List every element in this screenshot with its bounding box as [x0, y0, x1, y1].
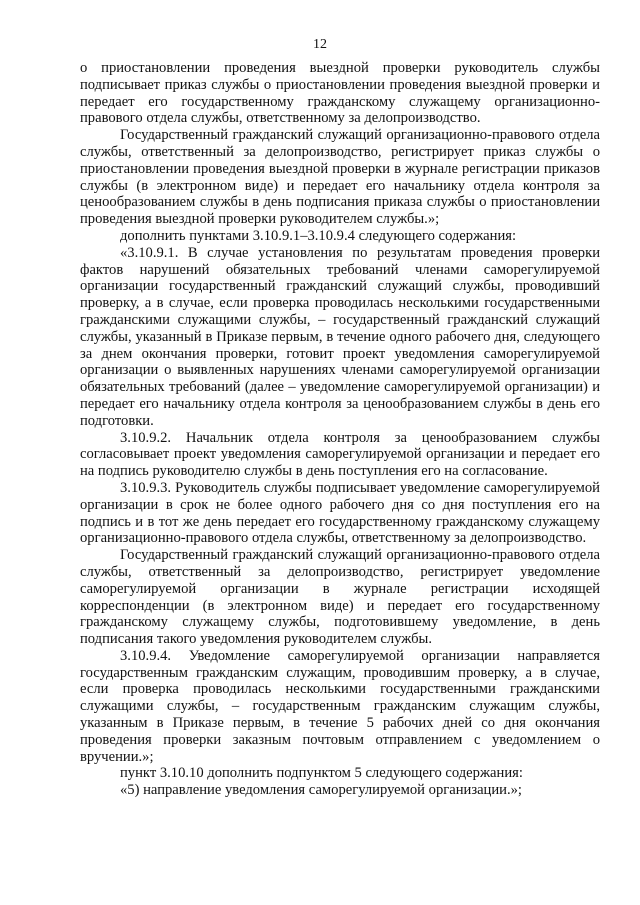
- paragraph-amendment-3-10-10: пункт 3.10.10 дополнить подпунктом 5 следующего содержания:: [120, 765, 523, 782]
- paragraph-registration-notice: Государственный гражданский служащий организационно-правового отдела службы, ответственный за делопроизводство, регистрирует уведомление саморегулируемой организации в журнале регистрации исходящей корреспонденции (в электронном виде) и передает его государственному гражданскому служащему службы, подготовившему уведомление, в день подписания такого уведомления руководителем службы.: [80, 547, 600, 648]
- paragraph-3-10-9-1: «3.10.9.1. В случае установления по результатам проведения проверки фактов нарушений обязательных требований членами саморегулируемой организации государственный гражданский служащий службы, проводивший проверку, а в случае, если проверка проводилась несколькими государственными гражданскими служащими службы, – государственный гражданский служащий службы, указанный в Приказе первым, в течение одного рабочего дня, следующего за днем окончания проверки, готовит проект уведомления саморегулируемой организации о выявленных нарушениях членами саморегулируемой организации обязательных требований (далее – уведомление саморегулируемой организации) и передает его начальнику отдела контроля за ценообразованием службы в день его подготовки.: [80, 244, 600, 429]
- paragraph-amendment-intro: дополнить пунктами 3.10.9.1–3.10.9.4 следующего содержания:: [120, 227, 517, 244]
- paragraph-3-10-9-2: 3.10.9.2. Начальник отдела контроля за ценообразованием службы согласовывает проект уведомления саморегулируемой организации и передает его на подпись руководителю службы в день поступления его на согласование.: [80, 429, 600, 480]
- paragraph-subitem-5: «5) направление уведомления саморегулируемой организации.»;: [120, 782, 522, 799]
- page-number: 12: [313, 37, 327, 52]
- paragraph-registration-order: Государственный гражданский служащий организационно-правового отдела службы, ответственный за делопроизводство, регистрирует приказ службы о приостановлении проведения выездной проверки в журнале регистрации приказов службы (в электронном виде) и передает его начальнику отдела контроля за ценообразованием службы в день подписания приказа службы о приостановлении проведения выездной проверки руководителем службы.»;: [80, 127, 600, 228]
- paragraph-3-10-9-3: 3.10.9.3. Руководитель службы подписывает уведомление саморегулируемой организации в срок не более одного рабочего дня со дня поступления его на подпись и в тот же день передает его государственному гражданскому служащему организационно-правового отдела службы, ответственному за делопроизводство.: [80, 479, 600, 547]
- document-body: [80, 60, 600, 799]
- paragraph-3-10-9-4: 3.10.9.4. Уведомление саморегулируемой организации направляется государственным гражданским служащим, проводившим проверку, а в случае, если проверка проводилась несколькими государственными гражданскими служащими службы, – государственным гражданским служащим службы, указанным в Приказе первым, в течение 5 рабочих дней со дня окончания проведения проверки заказным почтовым отправлением с уведомлением о вручении.»;: [80, 647, 600, 765]
- paragraph-continuation: о приостановлении проведения выездной проверки руководитель службы подписывает приказ службы о приостановлении проведения выездной проверки и передает его государственному гражданскому служащему организационно-правового отдела службы, ответственному за делопроизводство.: [80, 60, 600, 127]
